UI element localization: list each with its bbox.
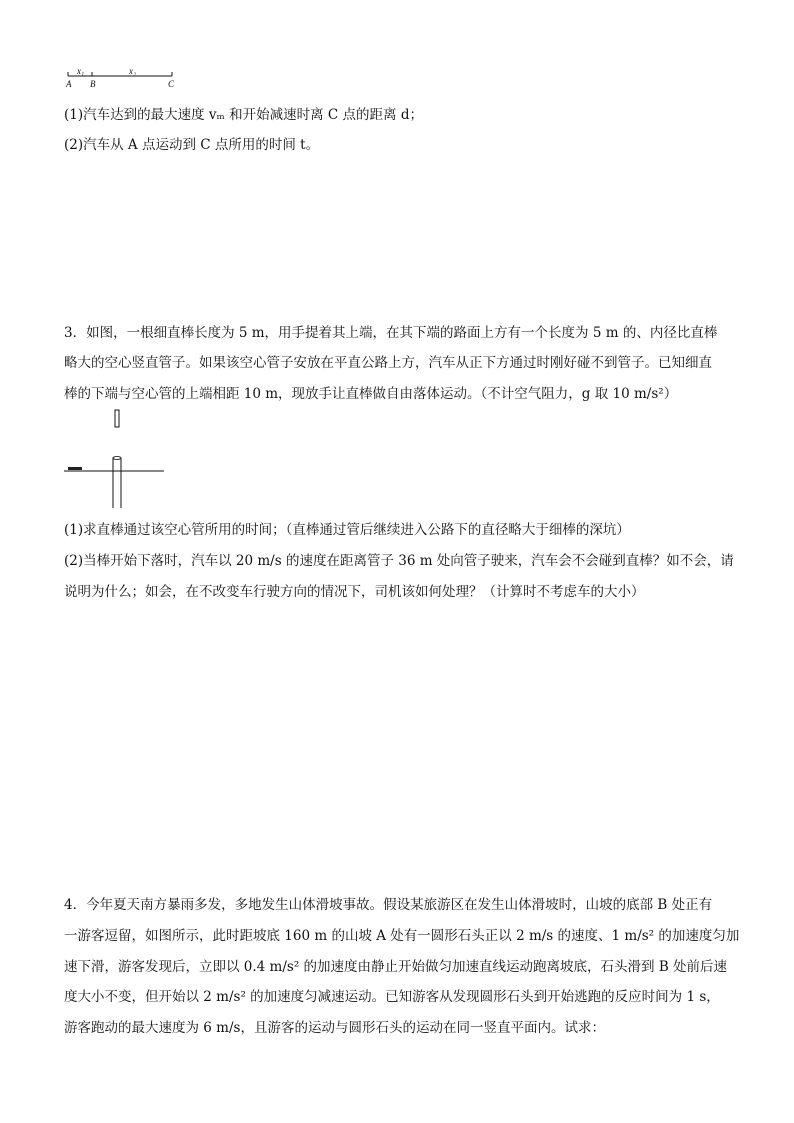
q3-line-2: 略大的空心竖直管子。如果该空心管子安放在平直公路上方，汽车从正下方通过时刚好碰不到管子。已知细直: [64, 355, 712, 371]
rod: [115, 410, 119, 427]
q3-sub2-line-1: (2)当棒开始下落时，汽车以 20 m/s 的速度在距离管子 36 m 处向管子驶来，汽车会不会碰到直棒？如不会，请: [64, 553, 734, 569]
q3-line-1: 3．如图，一根细直棒长度为 5 m，用手提着其上端，在其下端的路面上方有一个长度为 5 m 的、内径比直棒: [64, 325, 718, 341]
car: [68, 467, 82, 470]
q3-line-3: 棒的下端与空心管的上端相距 10 m，现放手让直棒做自由落体运动。（不计空气阻力，g 取 10 m/s²）: [64, 386, 678, 402]
label-a: A: [66, 79, 72, 89]
q4-line-2: 一游客逗留，如图所示，此时距坡底 160 m 的山坡 A 处有一圆形石头正以 2 m/s 的速度、1 m/s² 的加速度匀加: [64, 928, 740, 944]
q4-line-4: 度大小不变，但开始以 2 m/s² 的加速度匀减速运动。已知游客从发现圆形石头到开始逃跑的反应时间为 1 s，: [64, 989, 720, 1005]
q4-line-5: 游客跑动的最大速度为 6 m/s，且游客的运动与圆形石头的运动在同一竖直平面内。试求：: [64, 1020, 605, 1036]
pipe: [113, 458, 121, 471]
label-c: C: [168, 79, 175, 89]
q2-sub2: (2)汽车从 A 点运动到 C 点所用的时间 t。: [64, 137, 320, 153]
label-b: B: [90, 79, 96, 89]
q4-line-1: 4．今年夏天南方暴雨多发，多地发生山体滑坡事故。假设某旅游区在发生山体滑坡时，山坡的底部 B 处正有: [64, 897, 713, 913]
q4-line-3: 速下滑，游客发现后，立即以 0.4 m/s² 的加速度由静止开始做匀加速直线运动跑离坡底，石头滑到 B 处前后速: [64, 959, 728, 975]
pipe-top: [113, 457, 121, 460]
q2-sub1: (1)汽车达到的最大速度 vₘ 和开始减速时离 C 点的距离 d；: [64, 107, 423, 123]
label-x2: x₂: [129, 66, 137, 76]
label-x1: x₁: [77, 66, 85, 76]
q3-sub2-line-2: 说明为什么；如会，在不改变车行驶方向的情况下，司机该如何处理？（计算时不考虑车的大小）: [64, 584, 645, 600]
q3-sub1: (1)求直棒通过该空心管所用的时间；（直棒通过管后继续进入公路下的直径略大于细棒的深坑）: [64, 522, 630, 538]
